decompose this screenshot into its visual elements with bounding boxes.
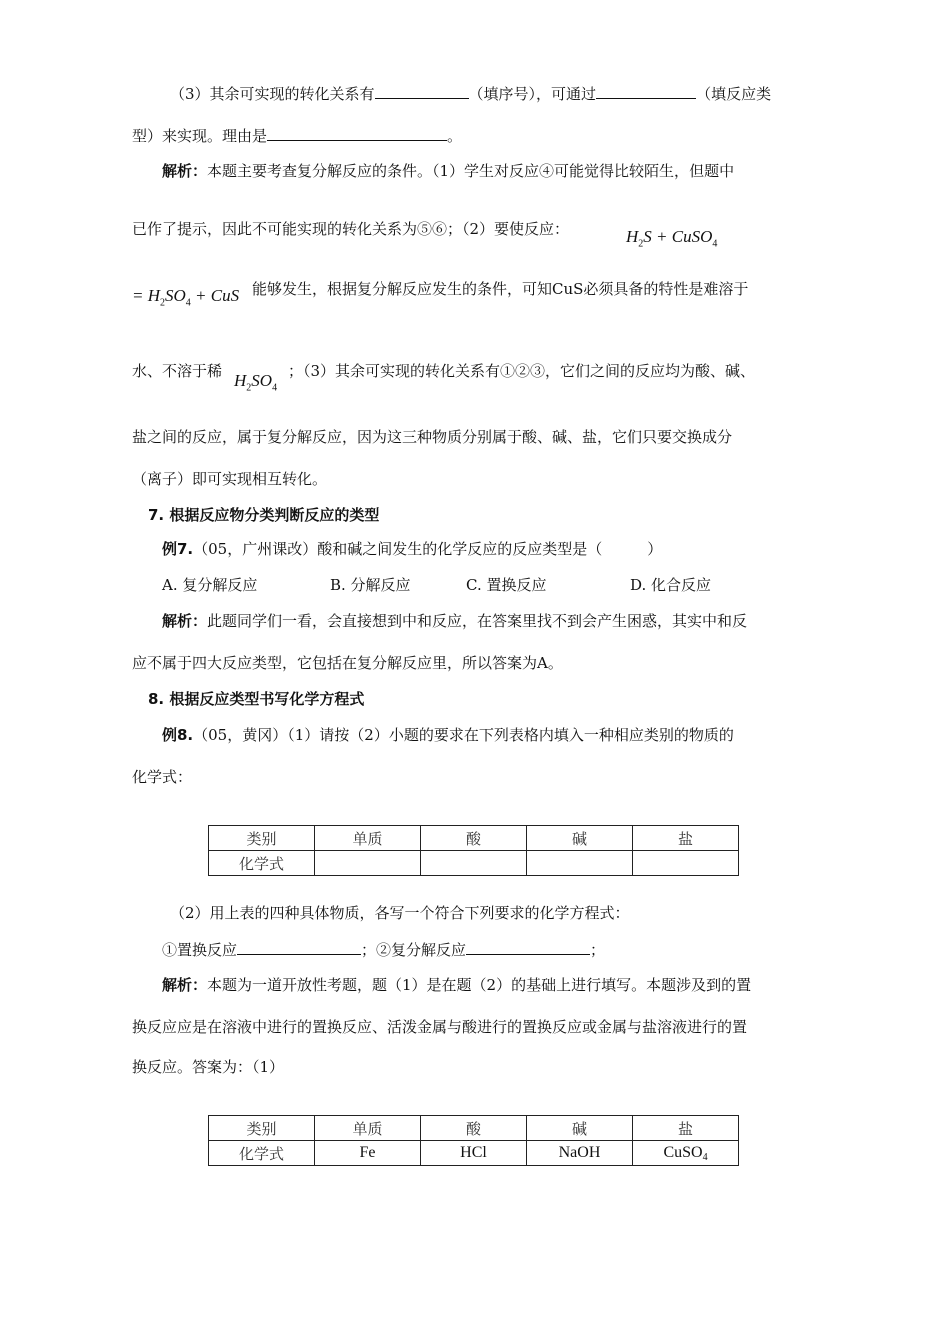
subscript: 4 — [185, 297, 191, 309]
answer-blank[interactable] — [596, 82, 696, 99]
text: 型）来实现。理由是 — [132, 127, 268, 145]
subscript: 4 — [712, 238, 718, 250]
example-8-line2: 化学式： — [132, 768, 193, 786]
example-8 — [162, 724, 734, 746]
cell-element: Fe — [315, 1141, 421, 1166]
option-c[interactable]: C. 置换反应 — [466, 576, 547, 594]
formula-part: SO — [165, 286, 186, 305]
text: 本题为一道开放性考题，题（1）是在题（2）的基础上进行填写。本题涉及到的置 — [207, 976, 752, 994]
table-header: 酸 — [421, 1116, 527, 1141]
subscript: 2 — [638, 238, 644, 250]
equation-right — [132, 285, 239, 314]
analysis-line — [132, 426, 732, 448]
table-cell-input[interactable] — [527, 851, 633, 876]
table-row — [209, 851, 739, 876]
subscript: 4 — [702, 1151, 708, 1163]
table-row — [209, 1141, 739, 1166]
formula-part: = H — [132, 286, 160, 305]
text: 水、不溶于稀 — [132, 362, 223, 380]
answer-blank[interactable] — [375, 82, 469, 99]
table-header: 碱 — [527, 1116, 633, 1141]
question-2-blanks — [162, 938, 605, 961]
text: （3）其余可实现的转化关系有 — [170, 85, 375, 103]
analysis-line — [132, 1056, 284, 1078]
row-label: 化学式 — [209, 1141, 315, 1166]
text: ①置换反应 — [162, 941, 238, 959]
answer-blank[interactable] — [237, 938, 361, 955]
text: ；②复分解反应 — [361, 941, 467, 959]
subscript: 2 — [160, 297, 165, 309]
table-row — [209, 826, 739, 851]
table-header: 盐 — [633, 1116, 739, 1141]
subscript: 2 — [246, 382, 252, 394]
text: （填反应类 — [696, 85, 772, 103]
table-cell-input[interactable] — [421, 851, 527, 876]
table-row — [209, 1116, 739, 1141]
text: 已作了提示，因此不可能实现的转化关系为⑤⑥；（2）要使反应： — [132, 220, 570, 238]
analysis-line — [162, 610, 747, 632]
row-label: 化学式 — [209, 851, 315, 876]
question-2-line: （2）用上表的四种具体物质，各写一个符合下列要求的化学方程式： — [170, 904, 630, 922]
table-header: 单质 — [315, 826, 421, 851]
text: 换反应。答案为：（1） — [132, 1058, 285, 1076]
text: 本题主要考查复分解反应的条件。（1）学生对反应④可能觉得比较陌生，但题中 — [207, 162, 735, 180]
equation-left — [626, 226, 717, 255]
formula-part: + CuS — [190, 286, 240, 305]
text: （填序号），可通过 — [468, 85, 597, 103]
text: （05，黄冈）（1）请按（2）小题的要求在下列表格内填入一种相应类别的物质的 — [193, 726, 734, 744]
analysis-line — [288, 360, 755, 382]
section-heading: 7. 根据反应物分类判断反应的类型 — [148, 506, 380, 524]
answer-blank[interactable] — [466, 938, 590, 955]
text: ；（3）其余可实现的转化关系有①②③，它们之间的反应均为酸、碱、 — [288, 362, 756, 380]
analysis-line — [132, 652, 563, 674]
formula-part: H — [234, 371, 247, 390]
option-a[interactable]: A. 复分解反应 — [162, 576, 258, 594]
table-header: 碱 — [527, 826, 633, 851]
option-d[interactable]: D. 化合反应 — [630, 576, 712, 594]
analysis-label: 解析： — [162, 976, 208, 994]
formula-part: SO — [251, 371, 273, 390]
formula-part: CuSO — [663, 1143, 703, 1161]
analysis-line — [252, 278, 748, 300]
analysis-label: 解析： — [162, 612, 208, 630]
text: （05，广州课改）酸和碱之间发生的化学反应的反应类型是（ ） — [193, 540, 663, 558]
formula-h2so4 — [234, 370, 277, 399]
section-heading: 8. 根据反应类型书写化学方程式 — [148, 690, 365, 708]
text: 此题同学们一看，会直接想到中和反应，在答案里找不到会产生困惑，其实中和反 — [207, 612, 748, 630]
table-cell-input[interactable] — [633, 851, 739, 876]
formula-part: S + CuSO — [643, 227, 713, 246]
table-header: 类别 — [209, 1116, 315, 1141]
table-header: 单质 — [315, 1116, 421, 1141]
question-3-line1 — [170, 82, 771, 105]
text: 。 — [447, 127, 463, 145]
text: （离子）即可实现相互转化。 — [132, 470, 328, 488]
text: 换反应应是在溶液中进行的置换反应、活泼金属与酸进行的置换反应或金属与盐溶液进行的置 — [132, 1018, 748, 1036]
analysis-line — [132, 360, 222, 382]
formula-table-answer — [208, 1115, 739, 1166]
cell-base: NaOH — [527, 1141, 633, 1166]
analysis-line — [132, 468, 327, 490]
analysis-line — [132, 1016, 747, 1038]
analysis-label: 解析： — [162, 162, 208, 180]
formula-table-blank — [208, 825, 739, 876]
example-label: 例7. — [162, 540, 194, 558]
example-7 — [162, 538, 662, 560]
analysis-line — [162, 160, 734, 182]
table-header: 酸 — [421, 826, 527, 851]
text: 能够发生，根据复分解反应发生的条件，可知CuS必须具备的特性是难溶于 — [252, 280, 749, 298]
cell-salt — [633, 1141, 739, 1166]
text: 盐之间的反应，属于复分解反应，因为这三种物质分别属于酸、碱、盐，它们只要交换成分 — [132, 428, 733, 446]
option-b[interactable]: B. 分解反应 — [330, 576, 411, 594]
question-3-line2 — [132, 124, 462, 147]
cell-acid: HCl — [421, 1141, 527, 1166]
table-header: 类别 — [209, 826, 315, 851]
analysis-line — [132, 218, 569, 240]
text: ； — [590, 941, 606, 959]
table-cell-input[interactable] — [315, 851, 421, 876]
analysis-line — [162, 974, 751, 996]
table-header: 盐 — [633, 826, 739, 851]
formula-part: H — [626, 227, 639, 246]
answer-blank[interactable] — [267, 124, 447, 141]
subscript: 4 — [272, 382, 278, 394]
example-label: 例8. — [162, 726, 194, 744]
text: 应不属于四大反应类型，它包括在复分解反应里，所以答案为A。 — [132, 654, 563, 672]
